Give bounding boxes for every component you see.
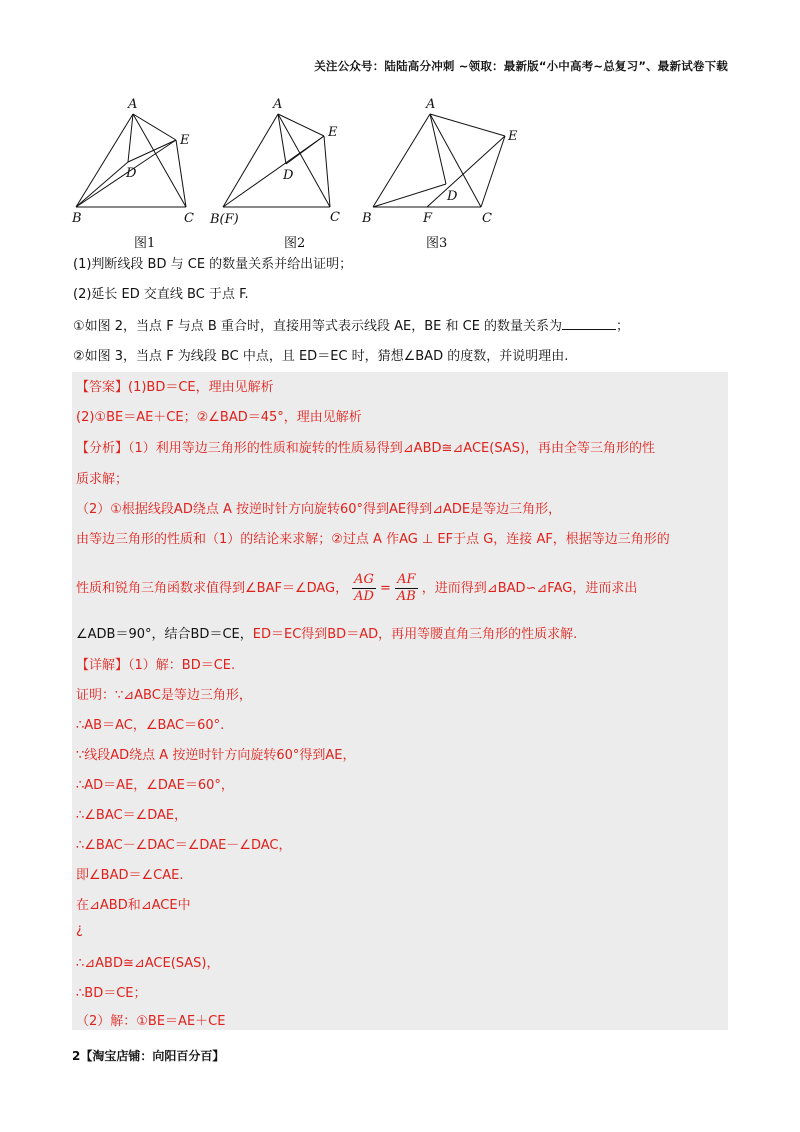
- answer-tag: 【答案】: [76, 380, 129, 395]
- figure-3-caption: 图3: [426, 236, 448, 251]
- detail-line-8: 即∠BAD＝∠CAE.: [76, 868, 184, 883]
- answer-blank[interactable]: [562, 317, 616, 330]
- fig2-label-bf: B(F): [210, 212, 239, 227]
- analysis-text-6a: ∠ADB＝90°，结合BD＝CE，: [76, 627, 253, 642]
- fraction-ag-ad: [352, 572, 376, 605]
- detail-line-1: [76, 654, 235, 673]
- question-2-part-1: [73, 316, 629, 338]
- question-2: (2)延长 ED 交直线 BC 于点 F.: [73, 287, 249, 302]
- fig3-label-a: A: [426, 97, 436, 112]
- answer-1-text: (1)BD＝CE，理由见解析: [128, 380, 274, 395]
- detail-line-3: ∴AB＝AC，∠BAC＝60°.: [76, 718, 225, 733]
- analysis-tag: 【分析】: [76, 441, 129, 456]
- fig2-label-a: A: [273, 97, 283, 112]
- analysis-text-6c: 得到BD＝AD，再用等腰直角三角形的性质求解.: [301, 627, 578, 642]
- detail-line-4: ∵线段AD绕点 A 按逆时针方向旋转60°得到AE，: [76, 748, 356, 763]
- fig2-label-d: D: [283, 168, 294, 183]
- fig1-label-e: E: [180, 133, 190, 148]
- question-2-part-1-text: ①如图 2，当点 F 与点 B 重合时，直接用等式表示线段 AE，BE 和 CE 的数量关系为: [73, 319, 563, 334]
- detail-tag: 【详解】: [76, 658, 129, 673]
- figure-2-lines: [223, 114, 330, 207]
- fig2-label-c: C: [330, 210, 340, 225]
- geometry-figures: [68, 92, 538, 252]
- fig3-label-d: D: [447, 189, 458, 204]
- fig3-label-c: C: [482, 211, 492, 226]
- figure-1-lines: [76, 114, 186, 207]
- fig1-label-a: A: [128, 97, 138, 112]
- fig1-label-b: B: [72, 211, 82, 226]
- analysis-line-6: [76, 623, 577, 642]
- fig1-label-c: C: [184, 211, 194, 226]
- detail-line-7: ∴∠BAC－∠DAC＝∠DAE－∠DAC，: [76, 838, 292, 853]
- fraction-ag: AG: [354, 572, 374, 587]
- fraction-equals: =: [379, 581, 391, 596]
- figure-1-caption: 图1: [134, 236, 156, 251]
- page-footer: 2【淘宝店铺：向阳百分百】: [72, 1049, 225, 1063]
- question-1: (1)判断线段 BD 与 CE 的数量关系并给出证明；: [73, 257, 353, 272]
- detail-line-12: ∴BD＝CE；: [76, 986, 147, 1001]
- detail-line-2: 证明：∵⊿ABC是等边三角形，: [76, 688, 252, 703]
- analysis-line-4: 由等边三角形的性质和（1）的结论来求解；②过点 A 作AG ⊥ EF于点 G，连接 AF，根据等边三角形的: [76, 532, 670, 547]
- detail-line-13: （2）解：①BE＝AE＋CE: [76, 1014, 226, 1029]
- detail-line-6: ∴∠BAC＝∠DAE，: [76, 808, 188, 823]
- detail-text-1: （1）解：BD＝CE.: [128, 658, 236, 673]
- fraction-ad: AD: [354, 589, 374, 604]
- fig3-label-b: B: [362, 211, 372, 226]
- detail-line-5: ∴AD＝AE，∠DAE＝60°，: [76, 778, 234, 793]
- analysis-text-5a: 性质和锐角三角函数求值得到∠BAF＝∠DAG，: [76, 581, 349, 596]
- fig2-label-e: E: [328, 125, 338, 140]
- figure-3-lines: [373, 114, 505, 207]
- analysis-text-1: （1）利用等边三角形的性质和旋转的性质易得到⊿ABD≅⊿ACE(SAS)，再由全等三角形的性: [128, 441, 656, 456]
- fig3-label-f: F: [423, 211, 433, 226]
- analysis-line-5: [76, 572, 637, 605]
- question-2-part-1-end: ；: [616, 319, 630, 334]
- fraction-af: AF: [397, 572, 416, 587]
- analysis-text-6b: ED＝EC: [252, 627, 302, 642]
- analysis-line-1: [76, 437, 655, 456]
- analysis-line-3: （2）①根据线段AD绕点 A 按逆时针方向旋转60°得到AE得到⊿ADE是等边三角形，: [76, 502, 562, 517]
- fig3-label-e: E: [508, 129, 518, 144]
- analysis-line-2: 质求解；: [76, 472, 129, 487]
- figures-svg: [68, 92, 538, 252]
- page-header: 关注公众号：陆陆高分冲刺 ~领取：最新版“小中高考~总复习”、最新试卷下载: [314, 59, 728, 73]
- answer-line-1: [76, 376, 274, 395]
- detail-line-11: ∴⊿ABD≅⊿ACE(SAS)，: [76, 956, 220, 971]
- fraction-af-ab: [395, 572, 418, 605]
- analysis-text-5b: ，进而得到⊿BAD∽⊿FAG，进而求出: [421, 581, 638, 596]
- detail-line-9: 在⊿ABD和⊿ACE中: [76, 898, 191, 913]
- fraction-ab: AB: [396, 589, 416, 604]
- question-2-part-2: ②如图 3，当点 F 为线段 BC 中点，且 ED＝EC 时，猜想∠BAD 的度数，并说明理由.: [73, 349, 569, 364]
- fig1-label-d: D: [126, 166, 137, 181]
- figure-2-caption: 图2: [284, 236, 306, 251]
- answer-line-2: (2)①BE＝AE＋CE；②∠BAD＝45°，理由见解析: [76, 410, 362, 425]
- detail-line-10: ¿: [76, 922, 83, 937]
